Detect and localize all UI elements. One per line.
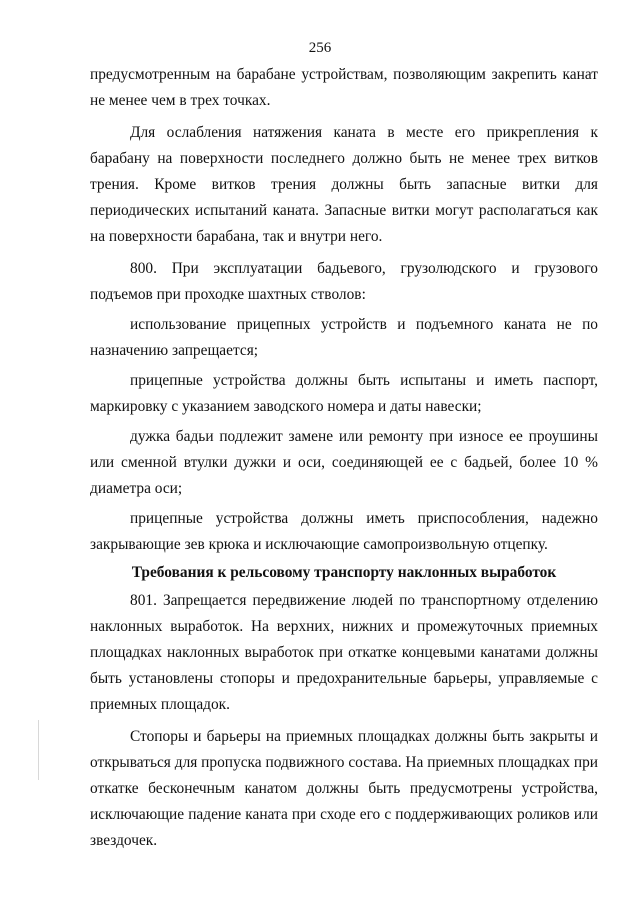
paragraph-item-800-rule-4: прицепные устройства должны иметь приспособления, надежно закрывающие зев крюка и исключающие самопроизвольную отцепку. <box>90 510 598 553</box>
page-body <box>90 62 598 854</box>
section-heading: Требования к рельсовому транспорту наклонных выработок <box>131 564 557 581</box>
paragraph-item-801: 801. Запрещается передвижение людей по транспортному отделению наклонных выработок. На верхних, нижних и промежуточных приемных площадках наклонных выработок при откатке концевыми канатами должны быть установлены стопоры и предохранительные барьеры, управляемые с приемных площадок. <box>90 592 598 713</box>
page-number: 256 <box>308 40 332 56</box>
paragraph-item-800-rule-2: прицепные устройства должны быть испытаны и иметь паспорт, маркировку с указанием заводского номера и даты навески; <box>90 372 598 415</box>
paragraph-item-800: 800. При эксплуатации бадьевого, грузолюдского и грузового подъемов при проходке шахтных стволов: <box>90 260 598 303</box>
paragraph-item-800-rule-3: дужка бадьи подлежит замене или ремонту при износе ее проушины или сменной втулки дужки и оси, соединяющей ее с бадьей, более 10 % диаметра оси; <box>90 428 598 497</box>
paragraph-stoppers-barriers: Стопоры и барьеры на приемных площадках должны быть закрыты и открываться для пропуска подвижного состава. На приемных площадках при откатке бесконечным канатом должны быть предусмотрены устройства, исключающие падение каната при сходе его с поддерживающих роликов или звездочек. <box>90 728 598 849</box>
paragraph-continuation: предусмотренным на барабане устройствам, позволяющим закрепить канат не менее чем в трех точках. <box>90 66 598 109</box>
scan-artifact-line <box>38 720 39 780</box>
paragraph-rope-friction-turns: Для ослабления натяжения каната в месте его прикрепления к барабану на поверхности последнего должно быть не менее трех витков трения. Кроме витков трения должны быть запасные витки для периодических испытаний каната. Запасные витки могут располагаться как на поверхности барабана, так и внутри него. <box>90 124 598 245</box>
paragraph-item-800-rule-1: использование прицепных устройств и подъемного каната не по назначению запрещается; <box>90 316 598 359</box>
